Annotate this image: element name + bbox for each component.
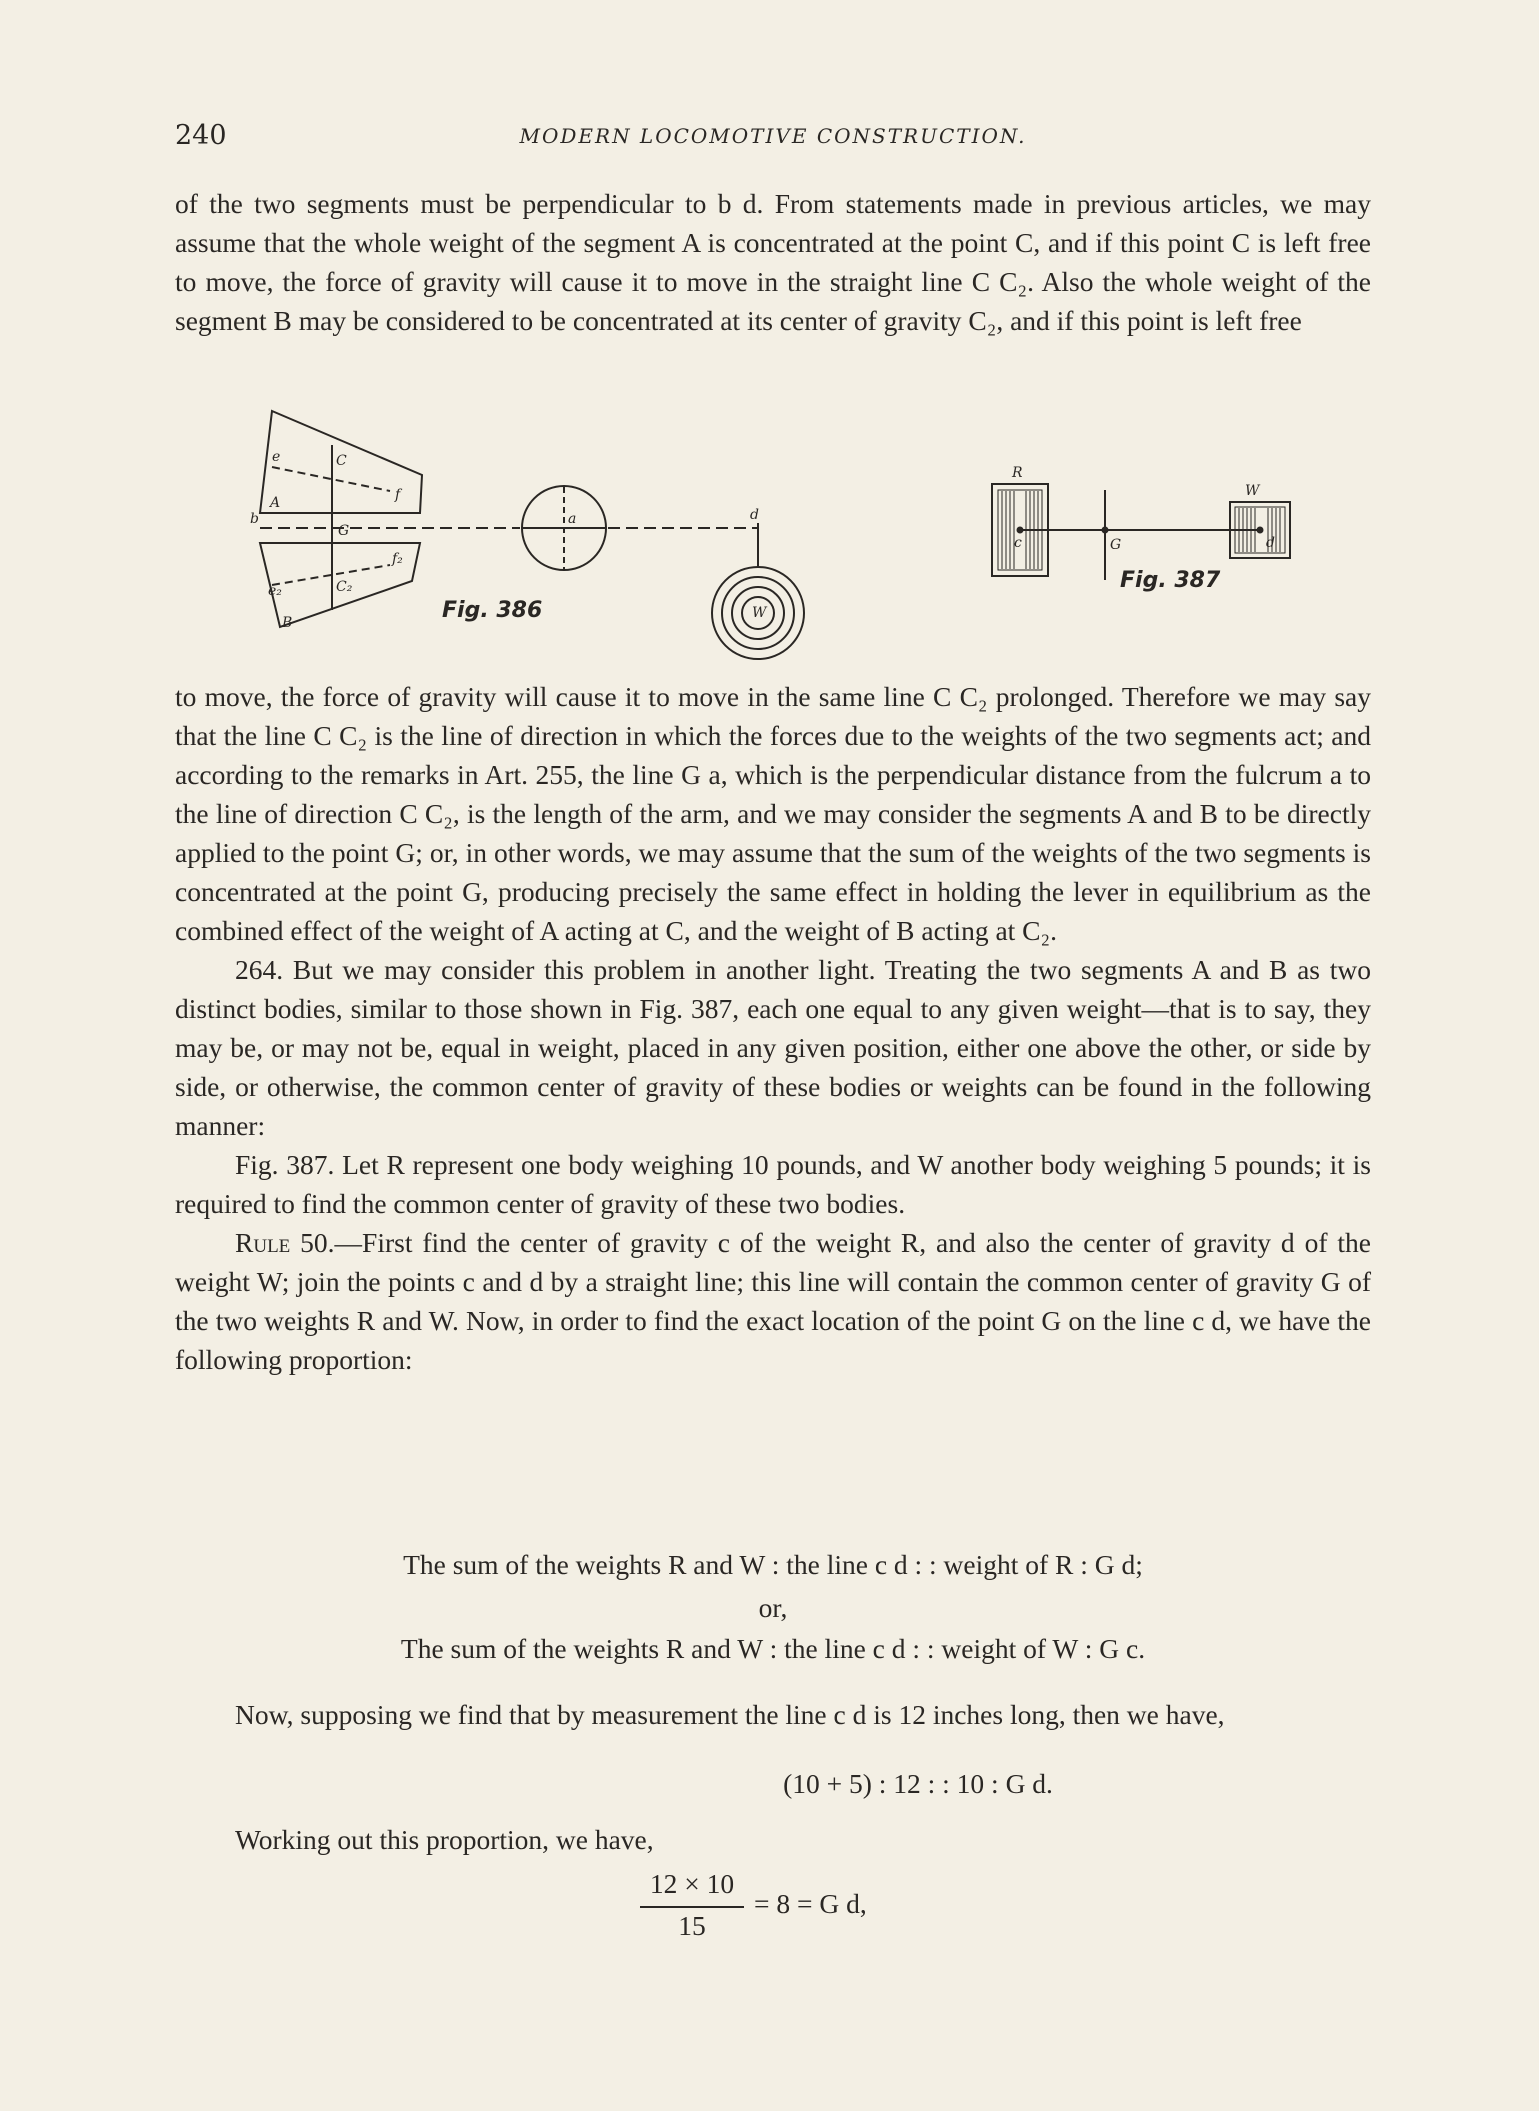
running-title: MODERN LOCOMOTIVE CONSTRUCTION. [519,124,1027,148]
paragraph-working: Working out this proportion, we have, [235,1824,654,1855]
label-a-fulcrum: a [568,511,577,527]
label-b-seg: B [282,615,293,631]
label-a-seg: A [270,495,281,511]
label-g387: G [1110,537,1122,553]
paragraph-measurement: Now, supposing we find that by measurement the line c d is 12 inches long, then we have, [235,1699,1225,1730]
label-e: e [272,449,281,465]
label-e2: e₂ [268,583,282,599]
page-header [175,120,1371,156]
label-w386: W [752,605,767,621]
caption-fig-387: Fig. 387 [1120,568,1221,593]
fraction-numerator: 12 × 10 [649,1868,735,1899]
equation-fraction [640,1868,940,1958]
text-block-main [175,677,1371,1379]
fraction-bar [640,1906,744,1908]
paragraph-fig-387: Fig. 387. Let R represent one body weighing 10 pounds, and W another body weighing 5 pounds; it is required to find the common center of gravity of these two bodies. [175,1149,1371,1219]
label-f2: f₂ [392,551,403,567]
proportion-1: The sum of the weights R and W : the line c d : : weight of R : G d; [403,1549,1143,1580]
paragraph-working-block [175,1820,1371,1859]
paragraph-264: 264. But we may consider this problem in another light. Treating the two segments A and B as two distinct bodies, similar to those shown in Fig. 387, each one equal to any given weight—that is to say, they may be, or may not be, equal in weight, placed in any given position, either one above the other, or side by side, or otherwise, the common center of gravity of these bodies or weights can be found in the following manner: [175,954,1371,1141]
label-d387: d [1266,535,1275,551]
proportion-or: or, [758,1592,788,1623]
fraction-result: = 8 = G d, [754,1888,867,1919]
equation-proportion: (10 + 5) : 12 : : 10 : G d. [783,1768,1053,1799]
rule-text: 50.—First find the center of gravity c of the weight R, and also the center of gravity d of the weight W; join the points c and d by a straight line; this line will contain the common center of gravity G of the two weights R and W. Now, in order to find the exact location of the point G on the line c d, we have the following proportion: [175,1227,1371,1375]
label-c: C [336,453,347,469]
label-r: R [1012,465,1023,481]
fraction-denominator: 15 [678,1910,706,1941]
page-number: 240 [175,120,227,151]
paragraph-line-of-direction: to move, the force of gravity will cause it to move in the same line C C₂ prolonged. Therefore we may say that the line C C₂ is the line of direction in which the forces due to the weights of the two segments act; and according to the remarks in Art. 255, the line G a, which is the perpendicular distance from the fulcrum a to the line of direction C C₂, is the length of the arm, and we may consider the segments A and B to be directly applied to the point G; or, in other words, we may assume that the sum of the weights of the two segments is concentrated at the point G, producing precisely the same effect in holding the lever in equilibrium as the combined effect of the weight of A acting at C, and the weight of B acting at C₂. [175,681,1371,946]
label-d386: d [750,507,759,523]
label-f: f [395,487,401,503]
label-c387: c [1014,535,1022,551]
proportion-2: The sum of the weights R and W : the line c d : : weight of W : G c. [400,1633,1146,1664]
label-g386: G [338,523,350,539]
label-c2: C₂ [336,579,353,595]
figure-illustration [250,395,1310,665]
paragraph-continuation: of the two segments must be perpendicular to b d. From statements made in previous articles, we may assume that the whole weight of the segment A is concentrated at the point C, and if this point C is left free to move, the force of gravity will cause it to move in the straight line C C₂. Also the whole weight of the segment B may be considered to be concentrated at its center of gravity C₂, and if this point is left free [175,188,1371,336]
label-b-line: b [250,511,259,527]
paragraph-measurement-block [175,1695,1371,1734]
figures-386-387 [250,395,1310,665]
rule-label: Rule [235,1227,291,1258]
caption-fig-386: Fig. 386 [442,598,543,623]
label-w387: W [1245,483,1260,499]
text-block-top [175,184,1371,340]
paragraph-rule-50 [175,1223,1371,1379]
